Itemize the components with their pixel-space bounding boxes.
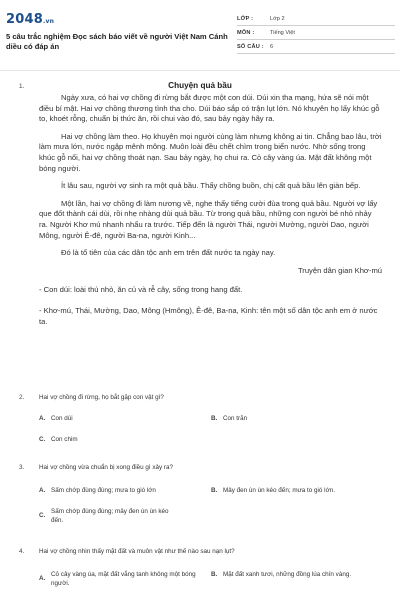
- question-3-text: Hai vợ chồng vừa chuẩn bị xong điều gì xảy ra?: [39, 464, 174, 471]
- count-value: 6: [270, 43, 274, 50]
- info-row-subject: [237, 26, 395, 40]
- grade-value: Lớp 2: [270, 15, 285, 22]
- passage-paragraph-1: Ngày xưa, có hai vợ chồng đi rừng bắt được một con dúi. Dúi xin tha mạng, hứa sẽ nói một điều bí mật. Hai vợ chồng thương tình tha cho. Dúi báo sắp có trận lụt lớn. Nó khuyên họ lấy khúc gỗ to, khoét rỗng, chuẩn bị thức ăn, rồi chui vào đó, sau bảy ngày hãy ra.: [39, 93, 380, 124]
- option-letter: C.: [39, 436, 46, 443]
- subject-label: MÔN :: [237, 29, 255, 36]
- info-panel: [237, 12, 395, 54]
- q4-option-a[interactable]: [39, 571, 209, 588]
- q4-option-b[interactable]: [211, 571, 386, 580]
- q3-option-b[interactable]: [211, 487, 396, 496]
- info-row-count: [237, 40, 395, 54]
- option-letter: A.: [39, 415, 46, 422]
- option-text: Cỏ cây vàng úa, mặt đất vắng tanh không một bóng người.: [51, 571, 196, 587]
- option-text: Sấm chớp đùng đùng; mây đen ùn ùn kéo đến.: [51, 508, 169, 524]
- q3-option-c[interactable]: [39, 508, 194, 525]
- question-2-text: Hai vợ chồng đi rừng, họ bắt gặp con vật gì?: [39, 394, 164, 401]
- option-text: Con chim: [51, 436, 78, 443]
- passage-paragraph-5: Đó là tổ tiên của các dân tộc anh em trên đất nước ta ngày nay.: [61, 248, 276, 258]
- option-letter: A.: [39, 487, 46, 494]
- option-letter: A.: [39, 575, 46, 583]
- grade-label: LỚP :: [237, 15, 254, 22]
- option-text: Mây đen ùn ùn kéo đến; mưa to gió lớn.: [223, 487, 335, 494]
- question-4-number: 4.: [19, 548, 25, 555]
- question-2-number: 2.: [19, 394, 25, 401]
- q2-option-c[interactable]: [39, 436, 78, 445]
- option-text: Con trăn: [223, 415, 248, 422]
- passage-source: Truyện dân gian Khơ-mú: [297, 265, 382, 275]
- site-logo[interactable]: [6, 12, 54, 27]
- passage-paragraph-4: Một lần, hai vợ chồng đi làm nương về, nghe thấy tiếng cười đùa trong quả bầu. Người vợ lấy que đốt thành cái dùi, rồi nhẹ nhàng dùi quả bầu. Từ trong quả bầu, những con người bé nhỏ nhảy ra. Người Khơ mú nhanh nhẩu ra trước. Tiếp đến là người Thái, người Mường, người Dao, người Mông, người Ê-đê, người Ba-na, người Kinh...: [39, 198, 378, 240]
- option-text: Mặt đất xanh tươi, những đồng lúa chín vàng.: [223, 571, 352, 578]
- info-row-grade: [237, 12, 395, 26]
- question-3-number: 3.: [19, 464, 25, 471]
- q2-option-b[interactable]: [211, 415, 247, 424]
- question-1-number: 1.: [19, 83, 25, 90]
- passage-title: Chuyện quả bầu: [168, 81, 232, 90]
- option-text: Con dúi: [51, 415, 73, 422]
- document-header: [0, 0, 400, 66]
- passage-paragraph-2: Hai vợ chồng làm theo. Họ khuyên mọi người cùng làm nhưng không ai tin. Chẳng bao lâu, trời làm mưa lớn, nước ngập mênh mông. Muôn loài đều chết chìm trong biển nước. Nhờ sống trong khúc gỗ nổi, hai vợ chồng thoát nạn. Sau bảy ngày, họ chui ra. Cỏ cây vàng úa. Mặt đất không một bóng người.: [39, 131, 382, 173]
- count-label: SỐ CÂU :: [237, 43, 264, 50]
- logo-main-text: 2048: [6, 12, 43, 27]
- option-letter: B.: [211, 487, 218, 494]
- option-text: Sấm chớp đùng đùng; mưa to gió lớn: [51, 487, 156, 494]
- option-letter: B.: [211, 415, 218, 422]
- header-divider: [0, 70, 400, 71]
- passage-paragraph-3: Ít lâu sau, người vợ sinh ra một quả bầu. Thấy chồng buồn, chị cất quả bầu lên giàn bếp.: [61, 181, 361, 191]
- question-4-text: Hai vợ chồng nhìn thấy mặt đất và muôn vật như thế nào sau nạn lụt?: [39, 548, 235, 555]
- subject-value: Tiếng Việt: [270, 29, 295, 36]
- document-title: 5 câu trắc nghiệm Đọc sách báo viết về người Việt Nam Cánh diều có đáp án: [6, 32, 228, 51]
- option-letter: B.: [211, 571, 218, 578]
- vocab-note-1: - Con dúi: loài thú nhỏ, ăn củ và rễ cây, sống trong hang đất.: [39, 285, 243, 295]
- option-letter: C.: [39, 512, 46, 520]
- reading-passage: [39, 93, 382, 337]
- vocab-note-2: - Khơ-mú, Thái, Mường, Dao, Mông (Hmông), Ê-đê, Ba-na, Kinh: tên một số dân tộc anh em ở nước ta.: [39, 305, 378, 326]
- q2-option-a[interactable]: [39, 415, 73, 424]
- q3-option-a[interactable]: [39, 487, 204, 496]
- logo-suffix-text: .vn: [42, 18, 55, 25]
